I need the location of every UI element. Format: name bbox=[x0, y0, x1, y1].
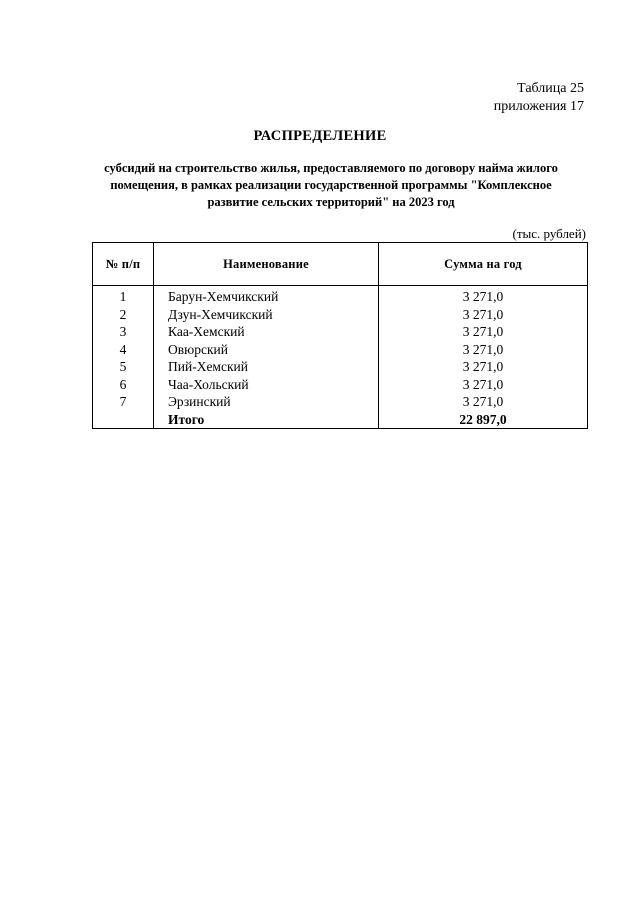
total-number-cell bbox=[93, 411, 154, 429]
subtitle-line-1: субсидий на строительство жилья, предоставляемого по договору найма жилого bbox=[104, 161, 558, 175]
row-sum: 3 271,0 bbox=[379, 358, 588, 376]
distribution-table bbox=[92, 242, 588, 429]
row-number: 4 bbox=[93, 341, 154, 359]
row-sum: 3 271,0 bbox=[379, 286, 588, 306]
row-number: 2 bbox=[93, 306, 154, 324]
total-sum: 22 897,0 bbox=[379, 411, 588, 429]
row-name: Барун-Хемчикский bbox=[154, 286, 379, 306]
table-row bbox=[93, 358, 588, 376]
row-name: Каа-Хемский bbox=[154, 323, 379, 341]
row-number: 5 bbox=[93, 358, 154, 376]
table-row bbox=[93, 286, 588, 306]
row-number: 3 bbox=[93, 323, 154, 341]
document-subtitle bbox=[90, 160, 572, 211]
table-row bbox=[93, 376, 588, 394]
row-sum: 3 271,0 bbox=[379, 393, 588, 411]
table-row bbox=[93, 341, 588, 359]
header-sum: Сумма на год bbox=[379, 243, 588, 286]
total-row bbox=[93, 411, 588, 429]
row-sum: 3 271,0 bbox=[379, 376, 588, 394]
row-name: Овюрский bbox=[154, 341, 379, 359]
row-name: Дзун-Хемчикский bbox=[154, 306, 379, 324]
header-number: № п/п bbox=[93, 243, 154, 286]
table-header-row bbox=[93, 243, 588, 286]
table-row bbox=[93, 393, 588, 411]
subtitle-line-3: развитие сельских территорий" на 2023 год bbox=[207, 195, 455, 209]
table-row bbox=[93, 306, 588, 324]
total-label: Итого bbox=[154, 411, 379, 429]
header-name: Наименование bbox=[154, 243, 379, 286]
row-number: 7 bbox=[93, 393, 154, 411]
appendix-reference: приложения 17 bbox=[493, 99, 584, 114]
table-row bbox=[93, 323, 588, 341]
row-number: 6 bbox=[93, 376, 154, 394]
row-name: Чаа-Хольский bbox=[154, 376, 379, 394]
table-reference: Таблица 25 bbox=[517, 81, 584, 96]
row-sum: 3 271,0 bbox=[379, 306, 588, 324]
row-name: Эрзинский bbox=[154, 393, 379, 411]
subtitle-line-2: помещения, в рамках реализации государственной программы "Комплексное bbox=[110, 178, 552, 192]
units-label: (тыс. рублей) bbox=[512, 226, 586, 241]
row-number: 1 bbox=[93, 286, 154, 306]
document-title: РАСПРЕДЕЛЕНИЕ bbox=[253, 128, 387, 144]
row-name: Пий-Хемский bbox=[154, 358, 379, 376]
row-sum: 3 271,0 bbox=[379, 323, 588, 341]
row-sum: 3 271,0 bbox=[379, 341, 588, 359]
